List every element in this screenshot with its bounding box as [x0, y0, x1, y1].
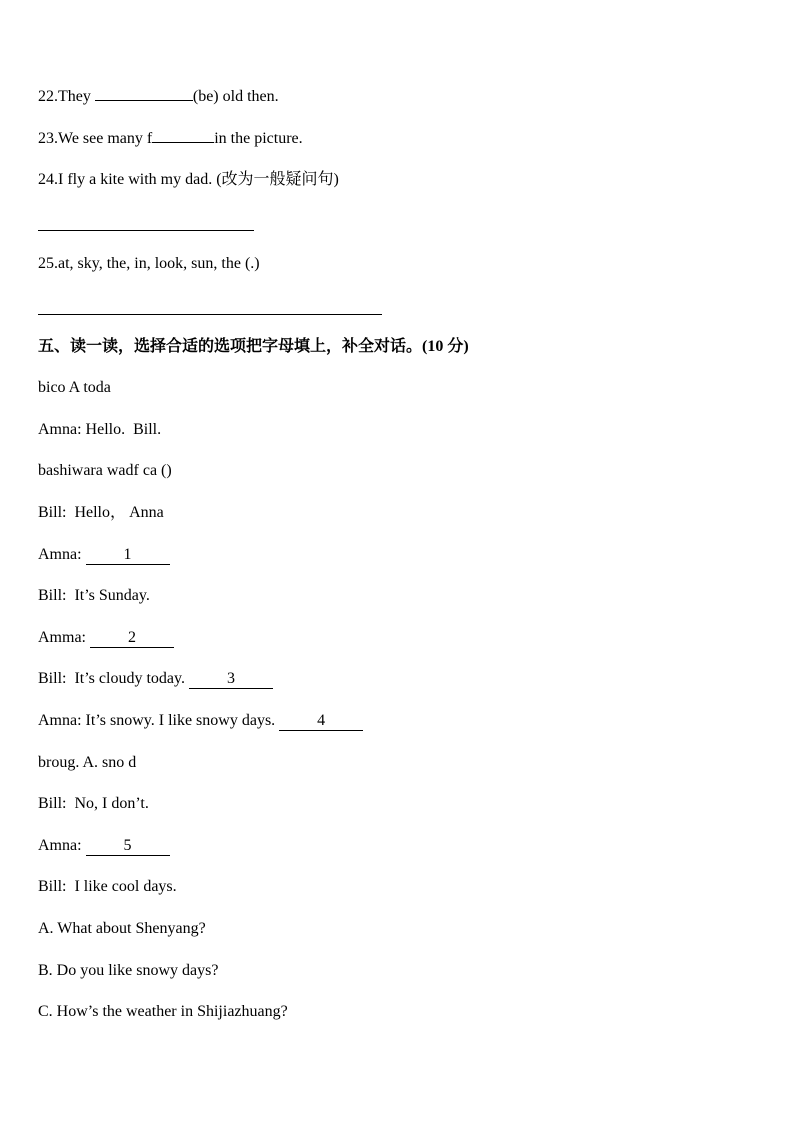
- dialogue-text: Bill: It’s cloudy today.: [38, 670, 189, 687]
- dialogue-line: Bill: I like cool days.: [38, 878, 177, 895]
- question-number: 25.: [38, 255, 58, 272]
- dialogue-line: bico A toda: [38, 379, 111, 396]
- question-text: We see many f: [58, 130, 153, 147]
- answer-blank[interactable]: [95, 100, 193, 101]
- dialogue-line: Bill: Hello， Anna: [38, 504, 164, 521]
- dialogue-line: Bill: No, I don’t.: [38, 795, 149, 812]
- speaker-label: Amna:: [38, 837, 86, 854]
- section-heading: 五、读一读，选择合适的选项把字母填上，补全对话。(10 分): [38, 338, 469, 355]
- question-number: 22.: [38, 88, 58, 105]
- dialogue-line-blank-2: [38, 628, 174, 648]
- question-23: [38, 129, 303, 149]
- question-text: (be) old then.: [192, 88, 279, 105]
- answer-blank[interactable]: [152, 142, 214, 143]
- dialogue-line: Amna: Hello. Bill.: [38, 421, 162, 438]
- option-c: C. How’s the weather in Shijiazhuang?: [38, 1003, 288, 1020]
- dialogue-line-blank-3: [38, 669, 273, 689]
- option-b: B. Do you like snowy days?: [38, 962, 219, 979]
- answer-blank-4[interactable]: 4: [279, 712, 363, 731]
- speaker-label: Amna:: [38, 546, 86, 563]
- question-text: I fly a kite with my dad. (改为一般疑问句): [58, 171, 339, 188]
- speaker-label: Amma:: [38, 629, 90, 646]
- dialogue-line: Bill: It’s Sunday.: [38, 587, 150, 604]
- question-25: [38, 254, 260, 274]
- question-text: in the picture.: [214, 130, 303, 147]
- dialogue-line: broug. A. sno d: [38, 754, 137, 771]
- dialogue-text: Amna: It’s snowy. I like snowy days.: [38, 712, 280, 729]
- question-number: 24.: [38, 171, 58, 188]
- answer-blank-2[interactable]: 2: [90, 629, 174, 648]
- question-text: They: [58, 88, 95, 105]
- dialogue-line-blank-1: [38, 545, 170, 565]
- question-22: [38, 87, 279, 107]
- answer-line[interactable]: [38, 314, 382, 315]
- answer-line[interactable]: [38, 230, 254, 231]
- question-number: 23.: [38, 130, 58, 147]
- dialogue-line: bashiwara wadf ca (): [38, 462, 172, 479]
- question-24: [38, 170, 339, 190]
- dialogue-line-blank-5: [38, 836, 170, 856]
- answer-blank-1[interactable]: 1: [86, 546, 170, 565]
- option-a: A. What about Shenyang?: [38, 920, 206, 937]
- answer-blank-5[interactable]: 5: [86, 837, 170, 856]
- dialogue-line-blank-4: [38, 711, 363, 731]
- answer-blank-3[interactable]: 3: [189, 670, 273, 689]
- question-text: at, sky, the, in, look, sun, the (.): [58, 255, 260, 272]
